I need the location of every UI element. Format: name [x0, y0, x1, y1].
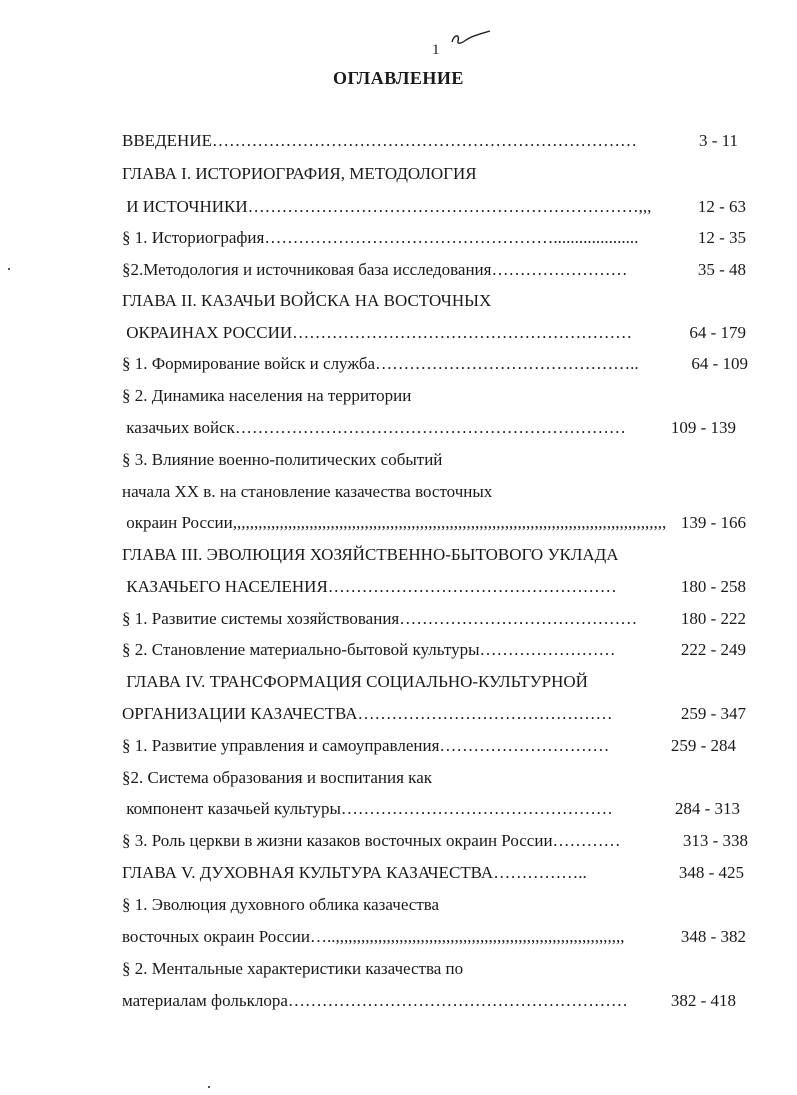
toc-entry-title: ВВЕДЕНИЕ [122, 131, 212, 150]
toc-page-range: 35 - 48 [697, 260, 746, 279]
toc-entry-title: ОКРАИНАХ РОССИИ [122, 323, 293, 342]
toc-page-range: 12 - 63 [697, 197, 746, 216]
toc-leader-dots: …………………………………………………………… [234, 418, 626, 437]
toc-page-range: 222 - 249 [680, 640, 746, 659]
toc-leader-dots: ,,,,,,,,,,,,,,,,,,,,,,,,,,,,,,,,,,,,,,,,,,,,,,,,,,,,,,,,,,,,,,,,,,,,,,,,,,,,,,,,,,,,,,,,,,,,,,,,,,,,,, [232, 513, 667, 532]
toc-leader-dots: …………….. [493, 863, 587, 882]
toc-leader-dots: …………………… [479, 640, 616, 659]
toc-entry [122, 228, 697, 248]
toc-leader-dots: ………… [552, 831, 621, 850]
toc-entry-title: § 1. Формирование войск и служба [122, 354, 376, 373]
toc-entry [122, 704, 680, 724]
toc-entry-title: И ИСТОЧНИКИ [122, 197, 248, 216]
toc-page-range: 64 - 179 [689, 323, 746, 342]
toc-page-range: 284 - 313 [674, 799, 740, 818]
toc-entry-title: § 1. Эволюция духовного облика казачества [122, 895, 440, 914]
scan-speck [208, 1086, 210, 1088]
toc-entry [122, 863, 674, 883]
toc-entry [122, 482, 492, 502]
toc-entry [122, 959, 463, 979]
toc-entry [122, 736, 670, 756]
toc-leader-dots: …………………………………………… [327, 577, 617, 596]
toc-page-range: 259 - 347 [680, 704, 746, 723]
toc-leader-dots: ……………………………………………………………,,, [247, 197, 652, 216]
toc-entry-title: ОРГАНИЗАЦИИ КАЗАЧЕСТВА [122, 704, 358, 723]
toc-entry-title: окраин России [122, 513, 233, 532]
toc-leader-dots: ………………………………………………………………… [211, 131, 637, 150]
toc-entry [122, 768, 432, 788]
toc-entry-title: ГЛАВА III. ЭВОЛЮЦИЯ ХОЗЯЙСТВЕННО-БЫТОВОГО УКЛАДА [122, 545, 619, 564]
toc-page-range: 259 - 284 [670, 736, 736, 755]
toc-page-range: 12 - 35 [697, 228, 746, 247]
toc-entry-title: § 1. Историография [122, 228, 265, 247]
toc-leader-dots: …………………… [491, 260, 628, 279]
toc-page-range: 64 - 109 [691, 354, 748, 373]
toc-leader-dots: ……………………………………… [357, 704, 613, 723]
toc-entry-title: § 2. Становление материально-бытовой культуры [122, 640, 480, 659]
toc-entry-title: ГЛАВА II. КАЗАЧЬИ ВОЙСКА НА ВОСТОЧНЫХ [122, 291, 492, 310]
toc-entry-title: компонент казачьей культуры [122, 799, 341, 818]
toc-page-range: 382 - 418 [670, 991, 736, 1010]
toc-entry-title: ГЛАВА IV. ТРАНСФОРМАЦИЯ СОЦИАЛЬНО-КУЛЬТУРНОЙ [122, 672, 588, 691]
toc-entry [122, 640, 680, 660]
toc-page-range: 348 - 382 [680, 927, 746, 946]
toc-leader-dots: …………………………………… [399, 609, 638, 628]
toc-leader-dots: …………………………………………………… [292, 323, 633, 342]
toc-page-range: 139 - 166 [680, 513, 746, 532]
toc-page-range: 180 - 222 [680, 609, 746, 628]
toc-leader-dots: ………………………………………… [340, 799, 613, 818]
toc-entry [122, 197, 697, 217]
toc-entry [122, 927, 680, 947]
toc-entry [122, 418, 670, 438]
toc-leader-dots: …..,,,,,,,,,,,,,,,,,,,,,,,,,,,,,,,,,,,,,,,,,,,,,,,,,,,,,,,,,,,,,,,,,,,, [309, 927, 625, 946]
toc-page-range: 313 - 338 [682, 831, 748, 850]
toc-entry [122, 799, 674, 819]
toc-page-range: 3 - 11 [698, 131, 738, 150]
toc-entry [122, 354, 690, 374]
toc-entry [122, 672, 588, 692]
toc-entry [122, 131, 698, 151]
toc-leader-dots: …………………………………………………… [287, 991, 628, 1010]
toc-entry-title: §2.Методология и источниковая база исследования [122, 260, 492, 279]
toc-entry-title: §2. Система образования и воспитания как [122, 768, 432, 787]
handwritten-signature [448, 28, 492, 50]
toc-entry [122, 323, 688, 343]
toc-entry [122, 260, 697, 280]
toc-entry-title: § 1. Развитие системы хозяйствования [122, 609, 400, 628]
toc-entry [122, 609, 680, 629]
toc-entry [122, 991, 670, 1011]
toc-leader-dots: ………………………… [439, 736, 610, 755]
toc-entry [122, 291, 491, 311]
toc-entry-title: КАЗАЧЬЕГО НАСЕЛЕНИЯ [122, 577, 328, 596]
toc-leader-dots: …………………………………………….................... [264, 228, 639, 247]
toc-entry-title: ГЛАВА V. ДУХОВНАЯ КУЛЬТУРА КАЗАЧЕСТВА [122, 863, 494, 882]
toc-entry [122, 386, 411, 406]
toc-page-range: 109 - 139 [670, 418, 736, 437]
toc-entry-title: § 3. Роль церкви в жизни казаков восточных окраин России [122, 831, 553, 850]
page-number: 1 [432, 42, 440, 58]
toc-page-range: 180 - 258 [680, 577, 746, 596]
page-title: ОГЛАВЛЕНИЕ [333, 68, 464, 88]
toc-entry-title: § 1. Развитие управления и самоуправления [122, 736, 440, 755]
toc-entry-title: восточных окраин России [122, 927, 310, 946]
toc-entry-title: § 3. Влияние военно-политических событий [122, 450, 443, 469]
toc-leader-dots: ……………………………………….. [375, 354, 639, 373]
toc-entry [122, 450, 442, 470]
toc-entry-title: начала XX в. на становление казачества восточных [122, 482, 493, 501]
scan-speck [8, 268, 10, 270]
toc-entry-title: § 2. Динамика населения на территории [122, 386, 412, 405]
toc-entry-title: § 2. Ментальные характеристики казачества по [122, 959, 464, 978]
toc-page-range: 348 - 425 [674, 863, 744, 882]
toc-entry-title: материалам фольклора [122, 991, 288, 1010]
toc-entry [122, 164, 477, 184]
toc-entry-title: казачьих войск [122, 418, 235, 437]
toc-entry [122, 513, 680, 533]
toc-entry [122, 895, 439, 915]
toc-entry [122, 577, 680, 597]
toc-entry [122, 545, 619, 565]
toc-entry-title: ГЛАВА I. ИСТОРИОГРАФИЯ, МЕТОДОЛОГИЯ [122, 164, 477, 183]
toc-entry [122, 831, 682, 851]
